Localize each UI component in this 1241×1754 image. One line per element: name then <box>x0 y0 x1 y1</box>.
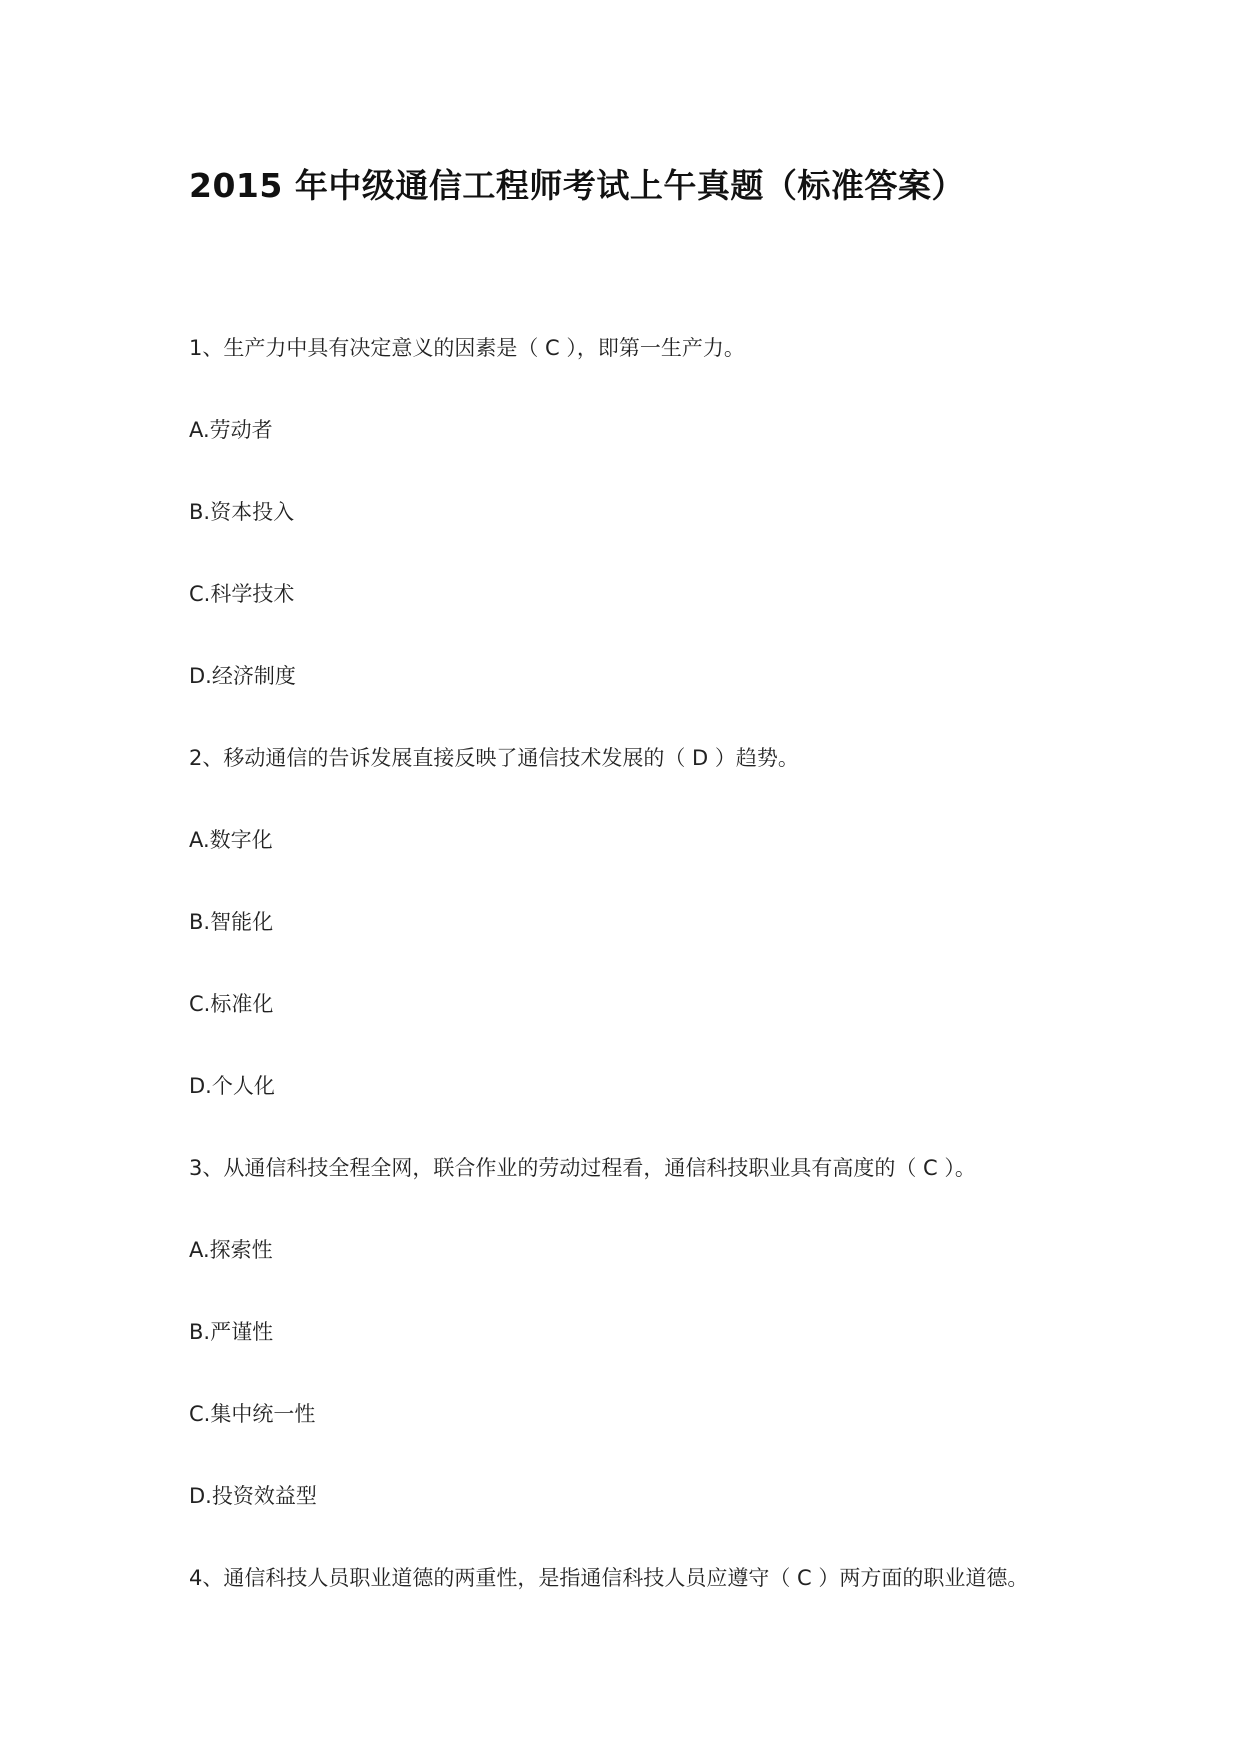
question-2-option-c: C.标准化 <box>189 992 274 1016</box>
question-1-option-b: B.资本投入 <box>189 500 295 524</box>
question-2-option-b: B.智能化 <box>189 910 274 934</box>
question-2-stem: 2、移动通信的告诉发展直接反映了通信技术发展的（ D ）趋势。 <box>189 746 799 770</box>
question-2-option-a: A.数字化 <box>189 828 273 852</box>
question-1-stem: 1、生产力中具有决定意义的因素是（ C ），即第一生产力。 <box>189 336 745 360</box>
question-4-stem: 4、通信科技人员职业道德的两重性，是指通信科技人员应遵守（ C ）两方面的职业道德。 <box>189 1566 1029 1590</box>
document-title: 2015 年中级通信工程师考试上午真题（标准答案） <box>189 166 965 205</box>
question-3-option-d: D.投资效益型 <box>189 1484 317 1508</box>
question-1-option-a: A.劳动者 <box>189 418 273 442</box>
question-1-option-d: D.经济制度 <box>189 664 296 688</box>
question-2-option-d: D.个人化 <box>189 1074 275 1098</box>
question-3-stem: 3、从通信科技全程全网，联合作业的劳动过程看，通信科技职业具有高度的（ C ）。 <box>189 1156 976 1180</box>
question-3-option-a: A.探索性 <box>189 1238 273 1262</box>
question-3-option-c: C.集中统一性 <box>189 1402 316 1426</box>
question-3-option-b: B.严谨性 <box>189 1320 274 1344</box>
question-1-option-c: C.科学技术 <box>189 582 295 606</box>
